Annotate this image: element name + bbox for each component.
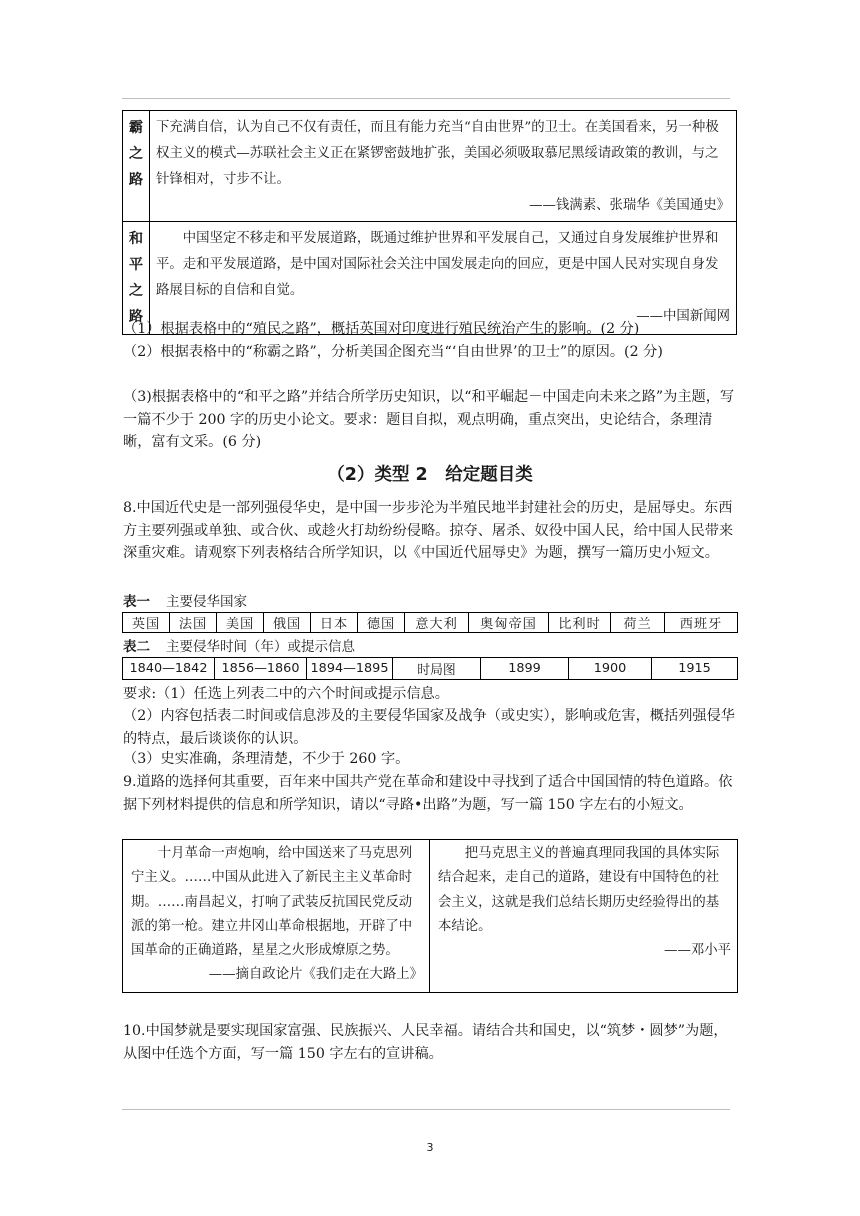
material-right-text: 把马克思主义的普遍真理同我国的具体实际结合起来，走自己的道路，建设有中国特色的社会主义，这就是我们总结长期历史经验得出的基本结论。 <box>438 846 720 934</box>
material-left-source: ——摘自政论片《我们走在大路上》 <box>208 967 423 983</box>
road-comparison-table <box>122 110 737 335</box>
material-left-text: 十月革命一声炮响，给中国送来了马克思列宁主义。……中国从此进入了新民主主义革命时期。……南昌起义，打响了武装反抗国民党反动派的第一枪。建立井冈山革命根据地，开辟了中国革命的正确道路，星星之火形成燎原之势。 <box>131 846 413 959</box>
time-cell: 1915 <box>652 658 738 680</box>
table1-caption <box>123 590 247 610</box>
material-right-cell <box>430 840 738 993</box>
country-cell: 美国 <box>217 613 264 633</box>
row-source: ——钱满素、张瑞华《美国通史》 <box>529 198 730 213</box>
footer-rule <box>122 1109 730 1110</box>
country-cell: 意大利 <box>405 613 469 633</box>
table-row <box>123 840 738 993</box>
table2-caption <box>123 635 355 655</box>
time-cell: 1899 <box>481 658 569 680</box>
time-cell: 1900 <box>569 658 652 680</box>
table1-title: 主要侵华国家 <box>166 594 247 610</box>
country-cell: 法国 <box>170 613 217 633</box>
table-row <box>123 658 738 680</box>
country-cell: 西班牙 <box>665 613 738 633</box>
invading-countries-table <box>122 612 738 633</box>
time-cell: 1856—1860 <box>215 658 307 680</box>
table2-label: 表二 <box>123 639 150 655</box>
question-1: （1）根据表格中的“殖民之路”，概括英国对印度进行殖民统治产生的影响。(2 分) <box>123 321 640 337</box>
question-8-text: 8.中国近代史是一部列强侵华史，是中国一步步沦为半殖民地半封建社会的历史，是屈辱史。东西方主要列强或单独、或合伙、或趁火打劫纷纷侵略。掠夺、屠杀、奴役中国人民，给中国人民带来深重灾难。请观察下列表格结合所学知识，以《中国近代屈辱史》为题，撰写一篇历史小短文。 <box>123 500 734 561</box>
time-cell: 1894—1895 <box>307 658 393 680</box>
question-2: （2）根据表格中的“称霸之路”，分析美国企图充当“‘自由世界’的卫士”的原因。(2 分) <box>123 344 663 360</box>
row-paragraph: 下充满自信，认为自己不仅有责任，而且有能力充当“自由世界”的卫士。在美国看来，另一种极权主义的模式—苏联社会主义正在紧锣密鼓地扩张，美国必须吸取慕尼黑绥请政策的教训，与之针锋相对，寸步不让。 <box>156 120 719 187</box>
country-cell: 比利时 <box>549 613 611 633</box>
country-cell: 荷兰 <box>611 613 665 633</box>
q8-requirement-1: 要求:（1）任选上列表二中的六个时间或提示信息。 <box>123 686 449 702</box>
country-cell: 英国 <box>123 613 170 633</box>
row-source: ——中国新闻网 <box>636 309 730 324</box>
time-cell: 时局图 <box>393 658 481 680</box>
row-paragraph: 中国坚定不移走和平发展道路，既通过维护世界和平发展自己，又通过自身发展维护世界和平。走和平发展道路，是中国对国际社会关注中国发展走向的回应，更是中国人民对实现自身发路展目标的自信和自觉。 <box>156 231 719 298</box>
table2-title: 主要侵华时间（年）或提示信息 <box>166 639 355 655</box>
table-row <box>123 111 737 222</box>
table1-label: 表一 <box>123 594 150 610</box>
question-9-text: 9.道路的选择何其重要，百年来中国共产党在革命和建设中寻找到了适合中国国情的特色道路。依据下列材料提供的信息和所学知识，请以“寻路•出路”为题，写一篇 150 字左右的小短文。 <box>123 774 733 813</box>
page-number: 3 <box>426 1141 434 1154</box>
invasion-time-table <box>122 657 738 680</box>
q8-requirement-3: （3）史实准确，条理清楚，不少于 260 字。 <box>123 751 410 767</box>
time-cell: 1840—1842 <box>123 658 215 680</box>
material-left-cell <box>123 840 430 993</box>
header-rule <box>122 98 730 99</box>
table-row <box>123 613 738 633</box>
material-table <box>122 839 738 993</box>
section-heading: （2）类型 2 给定题目类 <box>327 465 533 485</box>
q8-requirement-2: （2）内容包括表二时间或信息涉及的主要侵华国家及战争（或史实），影响或危害，概括列强侵华的特点，最后谈谈你的认识。 <box>123 708 735 747</box>
country-cell: 日本 <box>311 613 358 633</box>
country-cell: 德国 <box>358 613 405 633</box>
material-right-source: ——邓小平 <box>664 943 731 959</box>
country-cell: 奥匈帝国 <box>469 613 549 633</box>
row-label: 霸之路 <box>123 111 150 222</box>
country-cell: 俄国 <box>264 613 311 633</box>
question-3: （3)根据表格中的“和平之路”并结合所学历史知识，以“和平崛起－中国走向未来之路”为主题，写一篇不少于 200 字的历史小论文。要求：题目自拟，观点明确，重点突出，史论结合，条理清晰，富有文采。(6 分) <box>123 389 735 450</box>
row-label: 和平之路 <box>123 222 150 335</box>
question-10-text: 10.中国梦就是要实现国家富强、民族振兴、人民幸福。请结合共和国史，以“筑梦・圆梦”为题，从图中任选个方面，写一篇 150 字左右的宣讲稿。 <box>123 1023 728 1062</box>
